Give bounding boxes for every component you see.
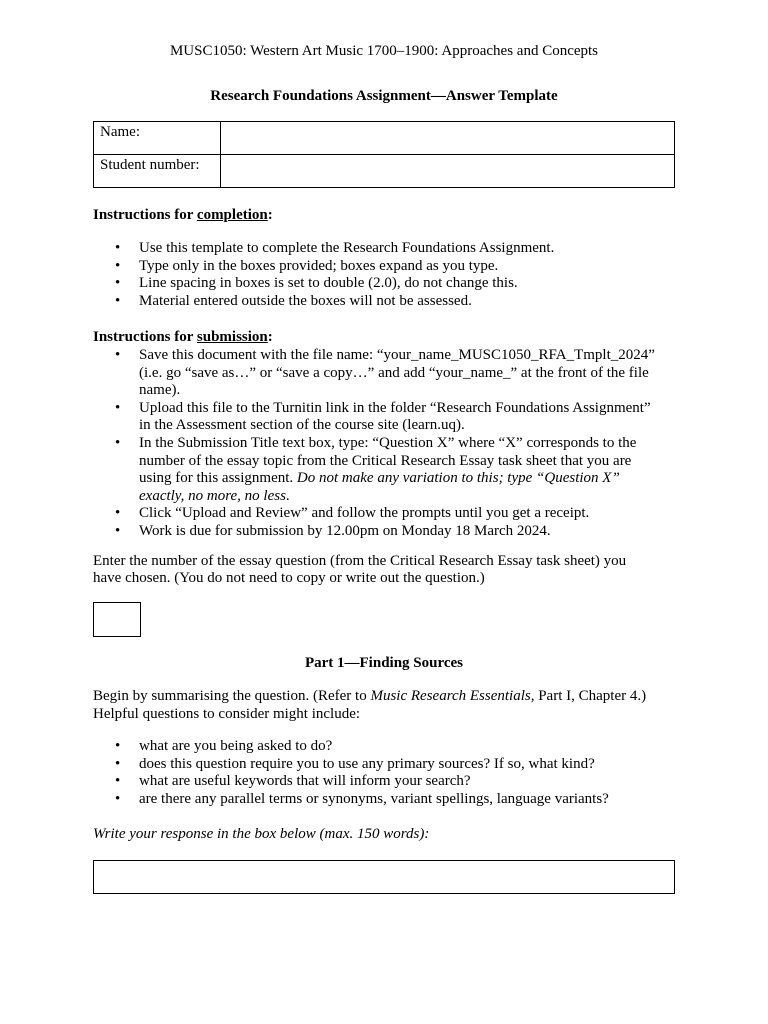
- completion-heading-keyword: completion: [196, 207, 268, 223]
- list-item: • Save this document with the file name: “your_name_MUSC1050_RFA_Tmplt_2024” (i.e. go “save as…” or “save a copy…” and add “your_name_” at the front of the file name).: [93, 347, 655, 400]
- essay-question-instruction-line2: have chosen. (You do not need to copy or write out the question.): [93, 570, 485, 586]
- list-item: • Line spacing in boxes is set to double (2.0), do not change this.: [93, 275, 554, 293]
- part1-intro-line1: Begin by summarising the question. (Refer to Music Research Essentials, Part I, Chapter 4.): [93, 688, 647, 704]
- student-number-label: Student number:: [94, 155, 221, 188]
- submission-heading-keyword: submission: [196, 329, 268, 345]
- completion-heading: Instructions for completion:: [93, 207, 273, 223]
- name-field[interactable]: [221, 122, 675, 155]
- document-title: Research Foundations Assignment—Answer Template: [210, 88, 558, 104]
- completion-list: [93, 240, 554, 310]
- helpful-questions-list: [93, 738, 609, 808]
- student-number-row: [94, 155, 675, 188]
- list-item: • what are useful keywords that will inform your search?: [93, 773, 609, 791]
- part1-heading: Part 1—Finding Sources: [304, 655, 464, 671]
- name-row: [94, 122, 675, 155]
- book-title: Music Research Essentials,: [370, 688, 535, 704]
- student-number-field[interactable]: [221, 155, 675, 188]
- student-info-table: [93, 121, 675, 188]
- essay-question-number-box[interactable]: [93, 602, 141, 637]
- course-title: MUSC1050: Western Art Music 1700–1900: Approaches and Concepts: [169, 43, 599, 59]
- list-item: • Type only in the boxes provided; boxes expand as you type.: [93, 258, 554, 276]
- list-item: • Work is due for submission by 12.00pm on Monday 18 March 2024.: [93, 523, 655, 541]
- response-box[interactable]: [93, 860, 675, 894]
- essay-question-instruction-line1: Enter the number of the essay question (from the Critical Research Essay task sheet) you: [93, 553, 627, 569]
- list-item: • Upload this file to the Turnitin link in the folder “Research Foundations Assignment” in the Assessment section of the course site (learn.uq).: [93, 400, 655, 435]
- submission-list: [93, 347, 655, 541]
- list-item: • In the Submission Title text box, type: “Question X” where “X” corresponds to the number of the essay topic from the Critical Research Essay task sheet that you are using for this assignment. Do not make any variation to this; type “Question X” exactly, no more, no less.: [93, 435, 655, 505]
- submission-heading: Instructions for submission:: [93, 329, 273, 345]
- list-item: • what are you being asked to do?: [93, 738, 609, 756]
- list-item: • Use this template to complete the Research Foundations Assignment.: [93, 240, 554, 258]
- name-label: Name:: [94, 122, 221, 155]
- list-item: • are there any parallel terms or synonyms, variant spellings, language variants?: [93, 791, 609, 809]
- part1-intro-line2: Helpful questions to consider might include:: [93, 706, 361, 722]
- list-item: • does this question require you to use any primary sources? If so, what kind?: [93, 756, 609, 774]
- list-item: • Material entered outside the boxes will not be assessed.: [93, 293, 554, 311]
- response-prompt: Write your response in the box below (max. 150 words):: [93, 826, 430, 842]
- list-item: • Click “Upload and Review” and follow the prompts until you get a receipt.: [93, 505, 655, 523]
